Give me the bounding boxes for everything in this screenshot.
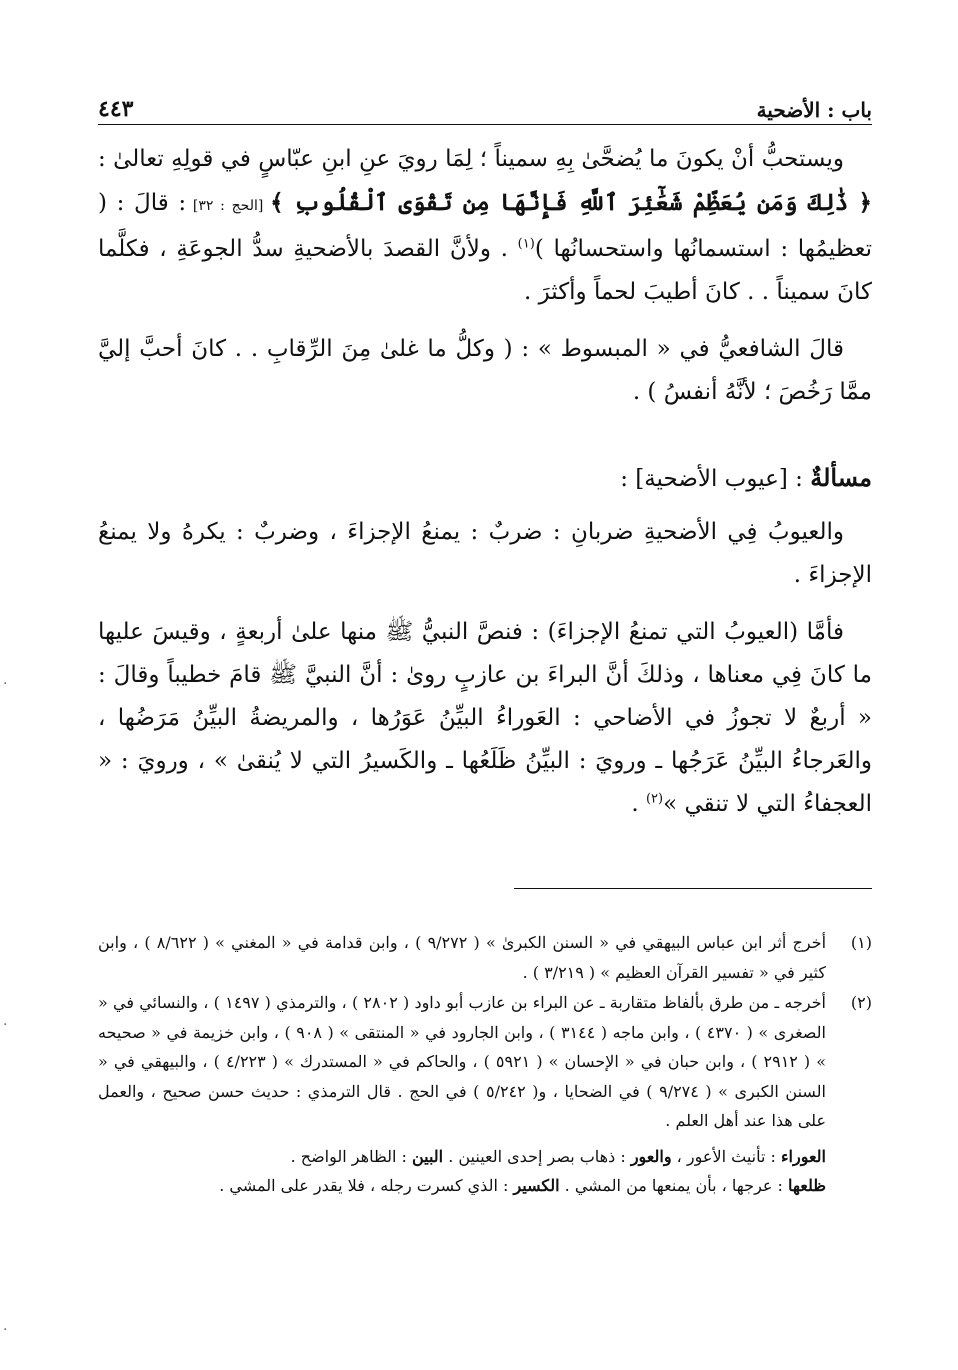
footnote-text: أخرجه ـ من طرق بألفاظ متقاربة ـ عن البراء بن عازب أبو داود ( ٢٨٠٢ ) ، والترمذي ( ١٤٩٧ ) ، والنسائي في « الصغرى » ( ٤٣٧٠ ) ، وابن ماجه ( ٣١٤٤ ) ، وابن الجارود في « المنتقى » ( ٩٠٨ ) ، وابن خزيمة في « صحيحه » ( ٢٩١٢ ) ، وابن حبان في « الإحسان » ( ٥٩٢١ ) ، والحاكم في « المستدرك » ( ٤/٢٢٣ ) ، والبيهقي في « السنن الكبرى » ( ٩/٢٧٤ ) في الضحايا ، و( ٥/٢٤٢ ) في الحج . قال الترمذي : حديث حسن صحيح ، والعمل على هذا عند أهل العلم . [98,993,827,1130]
gloss-term: البين [411,1146,444,1166]
paragraph-1 [98,138,872,314]
p4-text: فأمَّا (العيوبُ التي تمنعُ الإجزاءَ) : فنصَّ النبيُّ ﷺ منها علىٰ أربعةٍ ، وقيسَ عليها ما كانَ فِي معناها ، وذلكَ أنَّ البراءَ بن عازبٍ روىٰ : أنَّ النبيَّ ﷺ قامَ خطيباً وقالَ : « أربعٌ لا تجوزُ في الأضاحي : العَوراءُ البيِّنُ عَوَرُها ، والمريضةُ البيِّنُ مَرَضُها ، والعَرجاءُ البيِّنُ عَرَجُها ـ ورويَ : البيِّنُ ظَلَعُها ـ والكَسيرُ التي لا يُنقىٰ » ، ورويَ : « العجفاءُ التي لا تنقي » [98,619,872,817]
paragraph-3: والعيوبُ فِي الأضحيةِ ضربانِ : ضربٌ : يمنعُ الإجزاءَ ، وضربٌ : يكرهُ ولا يمنعُ الإجزاءَ . [98,519,872,588]
footnote-number: (١) [850,933,872,952]
paragraph-2: قالَ الشافعيُّ في « المبسوط » : ( وكلُّ ما غلىٰ مِنَ الرِّقابِ . . كانَ أحبَّ إليَّ ممَّا رَخُصَ ؛ لأنَّهُ أنفسُ ) . [98,336,872,405]
gloss-line-1 [98,1142,826,1172]
footnote-ref-2[interactable]: (٢) [645,791,664,807]
header-rule [98,124,872,125]
footnote-separator [514,888,872,889]
margin-mark: . [3,1318,8,1334]
gloss-term: والعور [630,1146,672,1166]
gloss-line-2 [98,1171,826,1201]
page-number: ٤٤٣ [98,96,134,122]
footnote-number: (٢) [850,993,872,1012]
main-text [98,138,872,840]
p1-end: . ولأنَّ القصدَ بالأضحيةِ سدُّ الجوعَةِ ، فكلَّما كانَ سميناً . . كانَ أطيبَ لحماً وأكثرَ . [98,236,872,305]
margin-mark: . [3,1013,8,1029]
chapter-title: باب : الأضحية [756,98,872,122]
paragraph-4 [98,611,872,826]
footnote-2 [98,988,872,1136]
gloss-term: ظلعها [788,1176,826,1195]
quran-verse: ﴿ ذَٰلِكَ وَمَن يُعَظِّمْ شَعَٰٓئِرَ ٱللَّهِ فَإِنَّهَا مِن تَقْوَى ٱلْقُلُوبِ ﴾ [270,189,872,216]
gloss-term: الكسير [513,1176,560,1195]
gloss-def: : الظاهر الواضح . [290,1146,412,1166]
p4-end: . [631,791,646,817]
gloss-def: : تأنيث الأعور ، [671,1146,781,1166]
footnotes [98,928,872,1201]
footnote-text: أخرج أثر ابن عباس البيهقي في « السنن الكبرىٰ » ( ٩/٢٧٢ ) ، وابن قدامة في « المغني » ( ٨/٦٢٢ ) ، وابن كثير في « تفسير القرآن العظيم » ( ٣/٢١٩ ) . [98,933,827,982]
gloss-term: العوراء [781,1146,826,1166]
gloss-def: : عرجها ، بأن يمنعها من المشي . [559,1176,788,1195]
footnote-ref-1[interactable]: (١) [517,236,535,252]
masala-title: : [عيوب الأضحية] : [620,466,811,492]
masala-heading [98,456,872,501]
page-header [98,86,872,122]
footnote-1 [98,928,872,987]
gloss-def: : ذهاب بصر إحدى العينين . [443,1146,631,1166]
gloss-def: : الذي كسرت رجله ، فلا يقدر على المشي . [219,1176,514,1195]
masala-label: مسألةٌ [810,463,872,492]
margin-mark: . [3,672,8,688]
quran-reference: [الحج : ٣٢] [186,198,271,214]
p1-after: : قالَ : ( تعظيمُها : استسمانُها واستحسانُها ) [98,190,872,262]
glossary [98,1142,872,1201]
p1-intro: ويستحبُّ أنْ يكونَ ما يُضحَّىٰ بِهِ سميناً ؛ لِمَا رويَ عنِ ابنِ عبّاسٍ في قولِهِ تعالىٰ : [98,146,844,172]
